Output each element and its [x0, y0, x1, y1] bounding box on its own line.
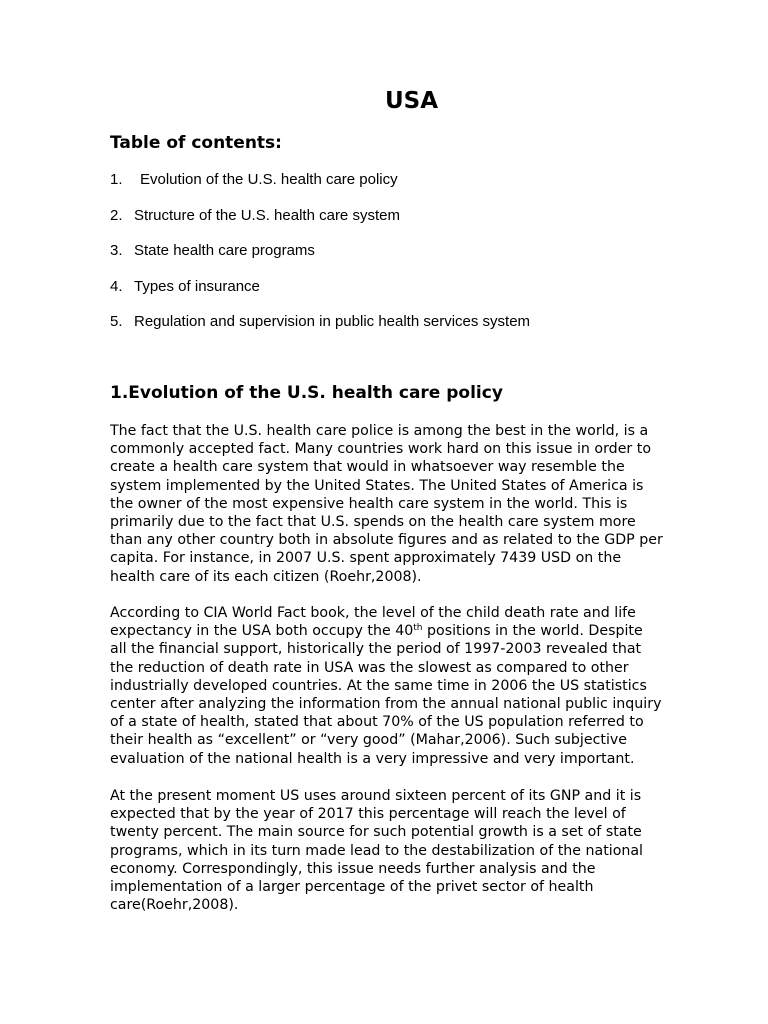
toc-item-number: 1.	[110, 171, 123, 188]
toc-item-number: 4.	[110, 277, 123, 295]
text-line: programs, which in its turn made lead to the destabilization of the national	[110, 842, 644, 859]
toc-heading: Table of contents:	[110, 133, 282, 153]
text-line: capita. For instance, in 2007 U.S. spent approximately 7439 USD on the	[110, 550, 622, 567]
toc-item-number: 3.	[110, 242, 123, 259]
toc-item-number: 5.	[110, 313, 123, 330]
text-line: commonly accepted fact. Many countries work hard on this issue in order to	[110, 441, 652, 458]
toc-item-label: Regulation and supervision in public health services system	[134, 313, 531, 330]
ordinal-superscript: th	[413, 623, 423, 634]
text-line: evaluation of the national health is a very impressive and very important.	[110, 750, 635, 767]
text-line: expected that by the year of 2017 this percentage will reach the level of	[110, 806, 626, 823]
document-title: USA	[384, 88, 439, 114]
toc-item-label: Evolution of the U.S. health care policy	[140, 171, 398, 188]
text-line: create a health care system that would in whatsoever way resemble the	[110, 459, 625, 476]
text-line	[110, 622, 730, 640]
toc-item	[110, 206, 530, 226]
text-line: primarily due to the fact that U.S. spends on the health care system more	[110, 514, 636, 531]
toc-item	[110, 277, 530, 297]
text-line: the owner of the most expensive health care system in the world. This is	[110, 495, 628, 512]
toc-item-label: Types of insurance	[134, 277, 260, 295]
text-line: health care of its each citizen (Roehr,2008).	[110, 568, 422, 585]
text-line: care(Roehr,2008).	[110, 897, 239, 914]
paragraph-1	[110, 422, 730, 586]
text-line: all the financial support, historically the period of 1997-2003 revealed that	[110, 641, 642, 658]
text-fragment: positions in the world. Despite	[422, 623, 643, 640]
text-line: the reduction of death rate in USA was the slowest as compared to other	[110, 659, 629, 676]
text-line: than any other country both in absolute figures and as related to the GDP per	[110, 532, 663, 549]
toc-item	[110, 170, 530, 190]
text-line: their health as “excellent” or “very good” (Mahar,2006). Such subjective	[110, 732, 628, 749]
text-line: industrially developed countries. At the same time in 2006 the US statistics	[110, 677, 647, 694]
text-line: According to CIA World Fact book, the level of the child death rate and life	[110, 605, 636, 621]
text-line: At the present moment US uses around sixteen percent of its GNP and it is	[110, 788, 642, 804]
text-line: system implemented by the United States. The United States of America is	[110, 477, 644, 494]
toc-item-number: 2.	[110, 206, 123, 224]
text-line: twenty percent. The main source for such potential growth is a set of state	[110, 824, 642, 841]
text-line: The fact that the U.S. health care police is among the best in the world, is a	[110, 423, 649, 439]
toc-item-label: Structure of the U.S. health care system	[134, 206, 400, 224]
table-of-contents	[110, 170, 530, 348]
text-line: center after analyzing the information from the annual national public inquiry	[110, 696, 662, 713]
toc-item	[110, 241, 530, 261]
section-heading: 1.Evolution of the U.S. health care policy	[110, 383, 503, 403]
text-line: economy. Correspondingly, this issue needs further analysis and the	[110, 860, 596, 877]
text-fragment: expectancy in the USA both occupy the 40	[110, 623, 414, 640]
toc-item-label: State health care programs	[134, 242, 315, 259]
text-line: of a state of health, stated that about 70% of the US population referred to	[110, 714, 644, 731]
paragraph-3	[110, 787, 730, 914]
toc-item	[110, 312, 530, 332]
paragraph-2	[110, 604, 730, 768]
text-line: implementation of a larger percentage of the privet sector of health	[110, 879, 594, 896]
